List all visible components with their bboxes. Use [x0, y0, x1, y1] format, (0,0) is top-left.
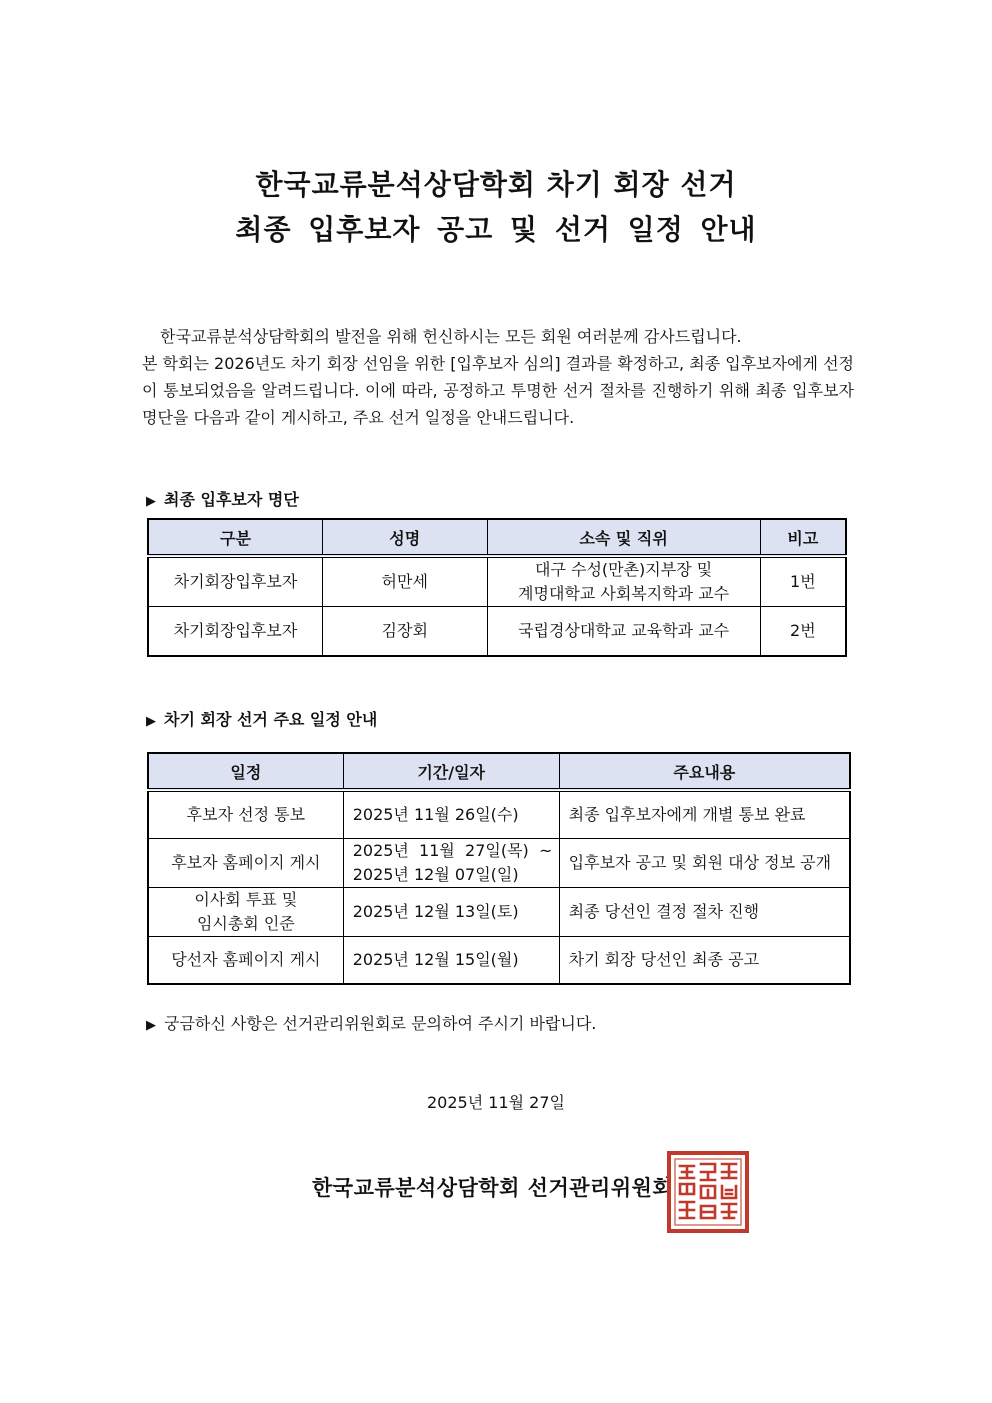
column-header: 일정 — [148, 753, 343, 790]
table-row — [148, 607, 846, 657]
official-seal-icon — [666, 1150, 750, 1234]
bullet-triangle-icon: ▶ — [146, 714, 156, 729]
intro-paragraph — [142, 323, 854, 431]
schedule-heading-text: 차기 회장 선거 주요 일정 안내 — [164, 710, 378, 729]
affiliation-line: 계명대학교 사회복지학과 교수 — [518, 584, 730, 603]
document-title-line1: 한국교류분석상담학회 차기 회장 선거 — [255, 168, 737, 201]
schedule-table — [147, 752, 851, 985]
event-line: 임시총회 인준 — [196, 914, 295, 933]
schedule-event: 후보자 홈페이지 게시 — [148, 839, 343, 888]
candidate-name: 김장회 — [322, 607, 487, 657]
candidate-note: 2번 — [760, 607, 846, 657]
schedule-event: 당선자 홈페이지 게시 — [148, 937, 343, 985]
intro-line1: 한국교류분석상담학회의 발전을 위해 헌신하시는 모든 회원 여러분께 감사드립니다. — [160, 327, 742, 346]
intro-line2: 본 학회는 2026년도 차기 회장 선임을 위한 [입후보자 심의] 결과를 확정하고, 최종 입후보자에게 선정이 통보되었음을 알려드립니다. 이에 따라, 공정하고 투명한 선거 절차를 진행하기 위해 최종 입후보자 명단을 다음과 같이 게시하고, 주요 선거 일정을 안내드립니다. — [142, 354, 854, 427]
schedule-event — [148, 888, 343, 937]
candidate-type: 차기회장입후보자 — [148, 556, 322, 607]
candidate-affiliation — [487, 556, 760, 607]
candidates-heading — [146, 487, 299, 510]
candidate-name: 허만세 — [322, 556, 487, 607]
column-header: 비고 — [760, 519, 846, 556]
document-date: 2025년 11월 27일 — [427, 1093, 565, 1112]
document-title-line2: 최종 입후보자 공고 및 선거 일정 안내 — [235, 213, 757, 246]
column-header: 기간/일자 — [343, 753, 559, 790]
column-header: 주요내용 — [559, 753, 850, 790]
table-row — [148, 937, 850, 985]
schedule-content: 차기 회장 당선인 최종 공고 — [559, 937, 850, 985]
schedule-heading — [146, 707, 377, 730]
bullet-triangle-icon: ▶ — [146, 494, 156, 509]
schedule-event: 후보자 선정 통보 — [148, 790, 343, 839]
candidate-note: 1번 — [760, 556, 846, 607]
bullet-triangle-icon: ▶ — [146, 1018, 156, 1033]
event-line: 이사회 투표 및 — [194, 890, 298, 909]
column-header: 성명 — [322, 519, 487, 556]
candidates-heading-text: 최종 입후보자 명단 — [164, 490, 299, 509]
schedule-content: 최종 당선인 결정 절차 진행 — [559, 888, 850, 937]
table-row — [148, 790, 850, 839]
candidates-table — [147, 518, 847, 657]
period-line: 2025년 12월 07일(일) — [352, 865, 519, 884]
contact-note — [146, 1011, 596, 1034]
schedule-period: 2025년 11월 26일(수) — [343, 790, 559, 839]
candidate-type: 차기회장입후보자 — [148, 607, 322, 657]
schedule-content: 최종 입후보자에게 개별 통보 완료 — [559, 790, 850, 839]
table-row — [148, 556, 846, 607]
organization-name: 한국교류분석상담학회 선거관리위원회 — [312, 1176, 674, 1200]
schedule-period: 2025년 12월 15일(월) — [343, 937, 559, 985]
column-header: 소속 및 직위 — [487, 519, 760, 556]
schedule-period: 2025년 12월 13일(토) — [343, 888, 559, 937]
contact-note-text: 궁금하신 사항은 선거관리위원회로 문의하여 주시기 바랍니다. — [164, 1014, 597, 1033]
table-row — [148, 839, 850, 888]
period-line: 2025년 11월 27일(목) ~ — [352, 841, 553, 860]
schedule-period — [343, 839, 559, 888]
candidate-affiliation: 국립경상대학교 교육학과 교수 — [487, 607, 760, 657]
table-row — [148, 888, 850, 937]
schedule-content: 입후보자 공고 및 회원 대상 정보 공개 — [559, 839, 850, 888]
affiliation-line: 대구 수성(만촌)지부장 및 — [534, 560, 713, 579]
column-header: 구분 — [148, 519, 322, 556]
